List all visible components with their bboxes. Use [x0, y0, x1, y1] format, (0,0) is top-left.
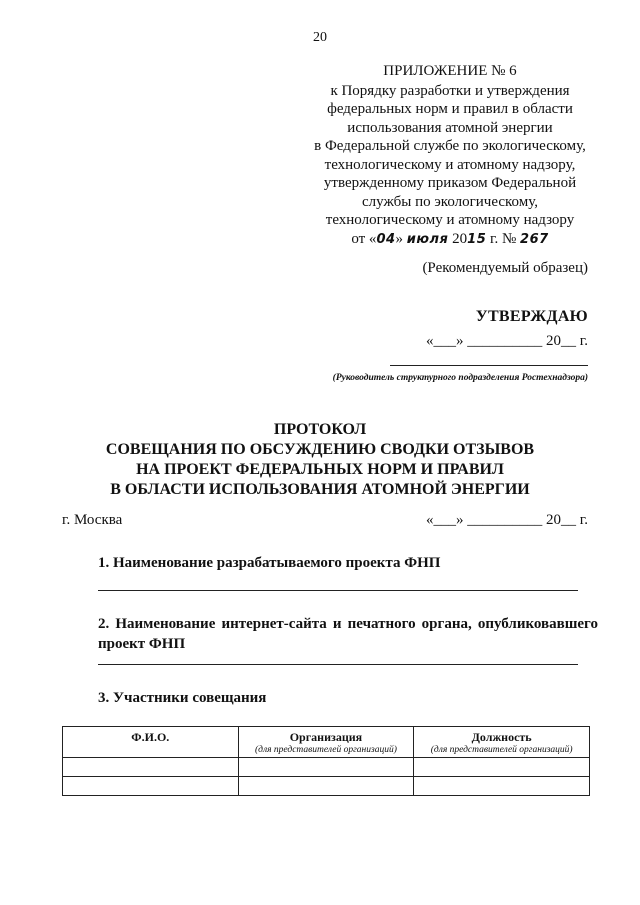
column-header-fio — [63, 727, 239, 758]
column-name: Должность — [471, 730, 532, 744]
order-number-label: г. № — [486, 230, 521, 247]
order-day: 04 — [376, 231, 396, 247]
section-1-fill-line — [98, 590, 578, 591]
section-2-heading: 2. Наименование интернет-сайта и печатного органа, опубликовавшего проект ФНП — [98, 616, 598, 652]
appendix-line: использования атомной энергии — [347, 119, 553, 136]
appendix-line: к Порядку разработки и утверждения — [330, 82, 570, 99]
appendix-title: ПРИЛОЖЕНИЕ № 6 — [383, 63, 517, 79]
column-subcaption: (для представителей организаций) — [255, 745, 397, 755]
approval-date-field: «___» __________ 20__ г. — [426, 333, 588, 349]
order-quote: » — [395, 230, 404, 247]
column-name: Ф.И.О. — [131, 730, 170, 744]
participants-table — [62, 726, 590, 796]
title-line: НА ПРОЕКТ ФЕДЕРАЛЬНЫХ НОРМ И ПРАВИЛ — [136, 461, 504, 478]
signature-line — [390, 365, 588, 366]
section-2-fill-line — [98, 664, 578, 665]
table-cell — [414, 758, 590, 777]
order-month: июля — [406, 231, 449, 247]
section-3-heading: 3. Участники совещания — [98, 690, 267, 706]
table-row — [63, 758, 590, 777]
city-label: г. Москва — [62, 512, 123, 528]
table-row — [63, 777, 590, 796]
column-header-organization — [238, 727, 414, 758]
order-number: 267 — [520, 231, 549, 247]
table-cell — [63, 777, 239, 796]
title-line: В ОБЛАСТИ ИСПОЛЬЗОВАНИЯ АТОМНОЙ ЭНЕРГИИ — [110, 481, 530, 498]
column-name: Организация — [289, 730, 363, 744]
table-cell — [63, 758, 239, 777]
column-header-position — [414, 727, 590, 758]
table-header-row — [63, 727, 590, 758]
table-cell — [414, 777, 590, 796]
section-1-heading: 1. Наименование разрабатываемого проекта ФНП — [98, 555, 441, 571]
protocol-title — [0, 420, 640, 500]
appendix-line: технологическому и атомному надзору, — [324, 156, 576, 173]
page-number: 20 — [313, 30, 327, 45]
appendix-line: в Федеральной службе по экологическому, — [314, 138, 586, 154]
approval-label: УТВЕРЖДАЮ — [475, 308, 588, 325]
table-cell — [238, 758, 414, 777]
appendix-line: службы по экологическому, — [362, 193, 538, 210]
title-line: СОВЕЩАНИЯ ПО ОБСУЖДЕНИЮ СВОДКИ ОТЗЫВОВ — [105, 441, 535, 458]
protocol-date-field: «___» __________ 20__ г. — [426, 512, 588, 528]
order-year-prefix: 20 — [448, 230, 468, 247]
table-cell — [238, 777, 414, 796]
title-line: ПРОТОКОЛ — [273, 421, 367, 438]
order-reference — [300, 230, 600, 250]
appendix-line: федеральных норм и правил в области — [327, 101, 573, 117]
order-prefix: от « — [351, 230, 377, 247]
sample-note: (Рекомендуемый образец) — [422, 260, 588, 276]
appendix-line: технологическому и атомному надзору — [325, 212, 575, 228]
signature-caption: (Руководитель структурного подразделения Ростехнадзора) — [332, 373, 588, 383]
order-year: 15 — [467, 231, 487, 247]
column-subcaption: (для представителей организаций) — [430, 745, 573, 755]
appendix-header — [300, 62, 600, 249]
appendix-line: утвержденному приказом Федеральной — [323, 175, 577, 191]
